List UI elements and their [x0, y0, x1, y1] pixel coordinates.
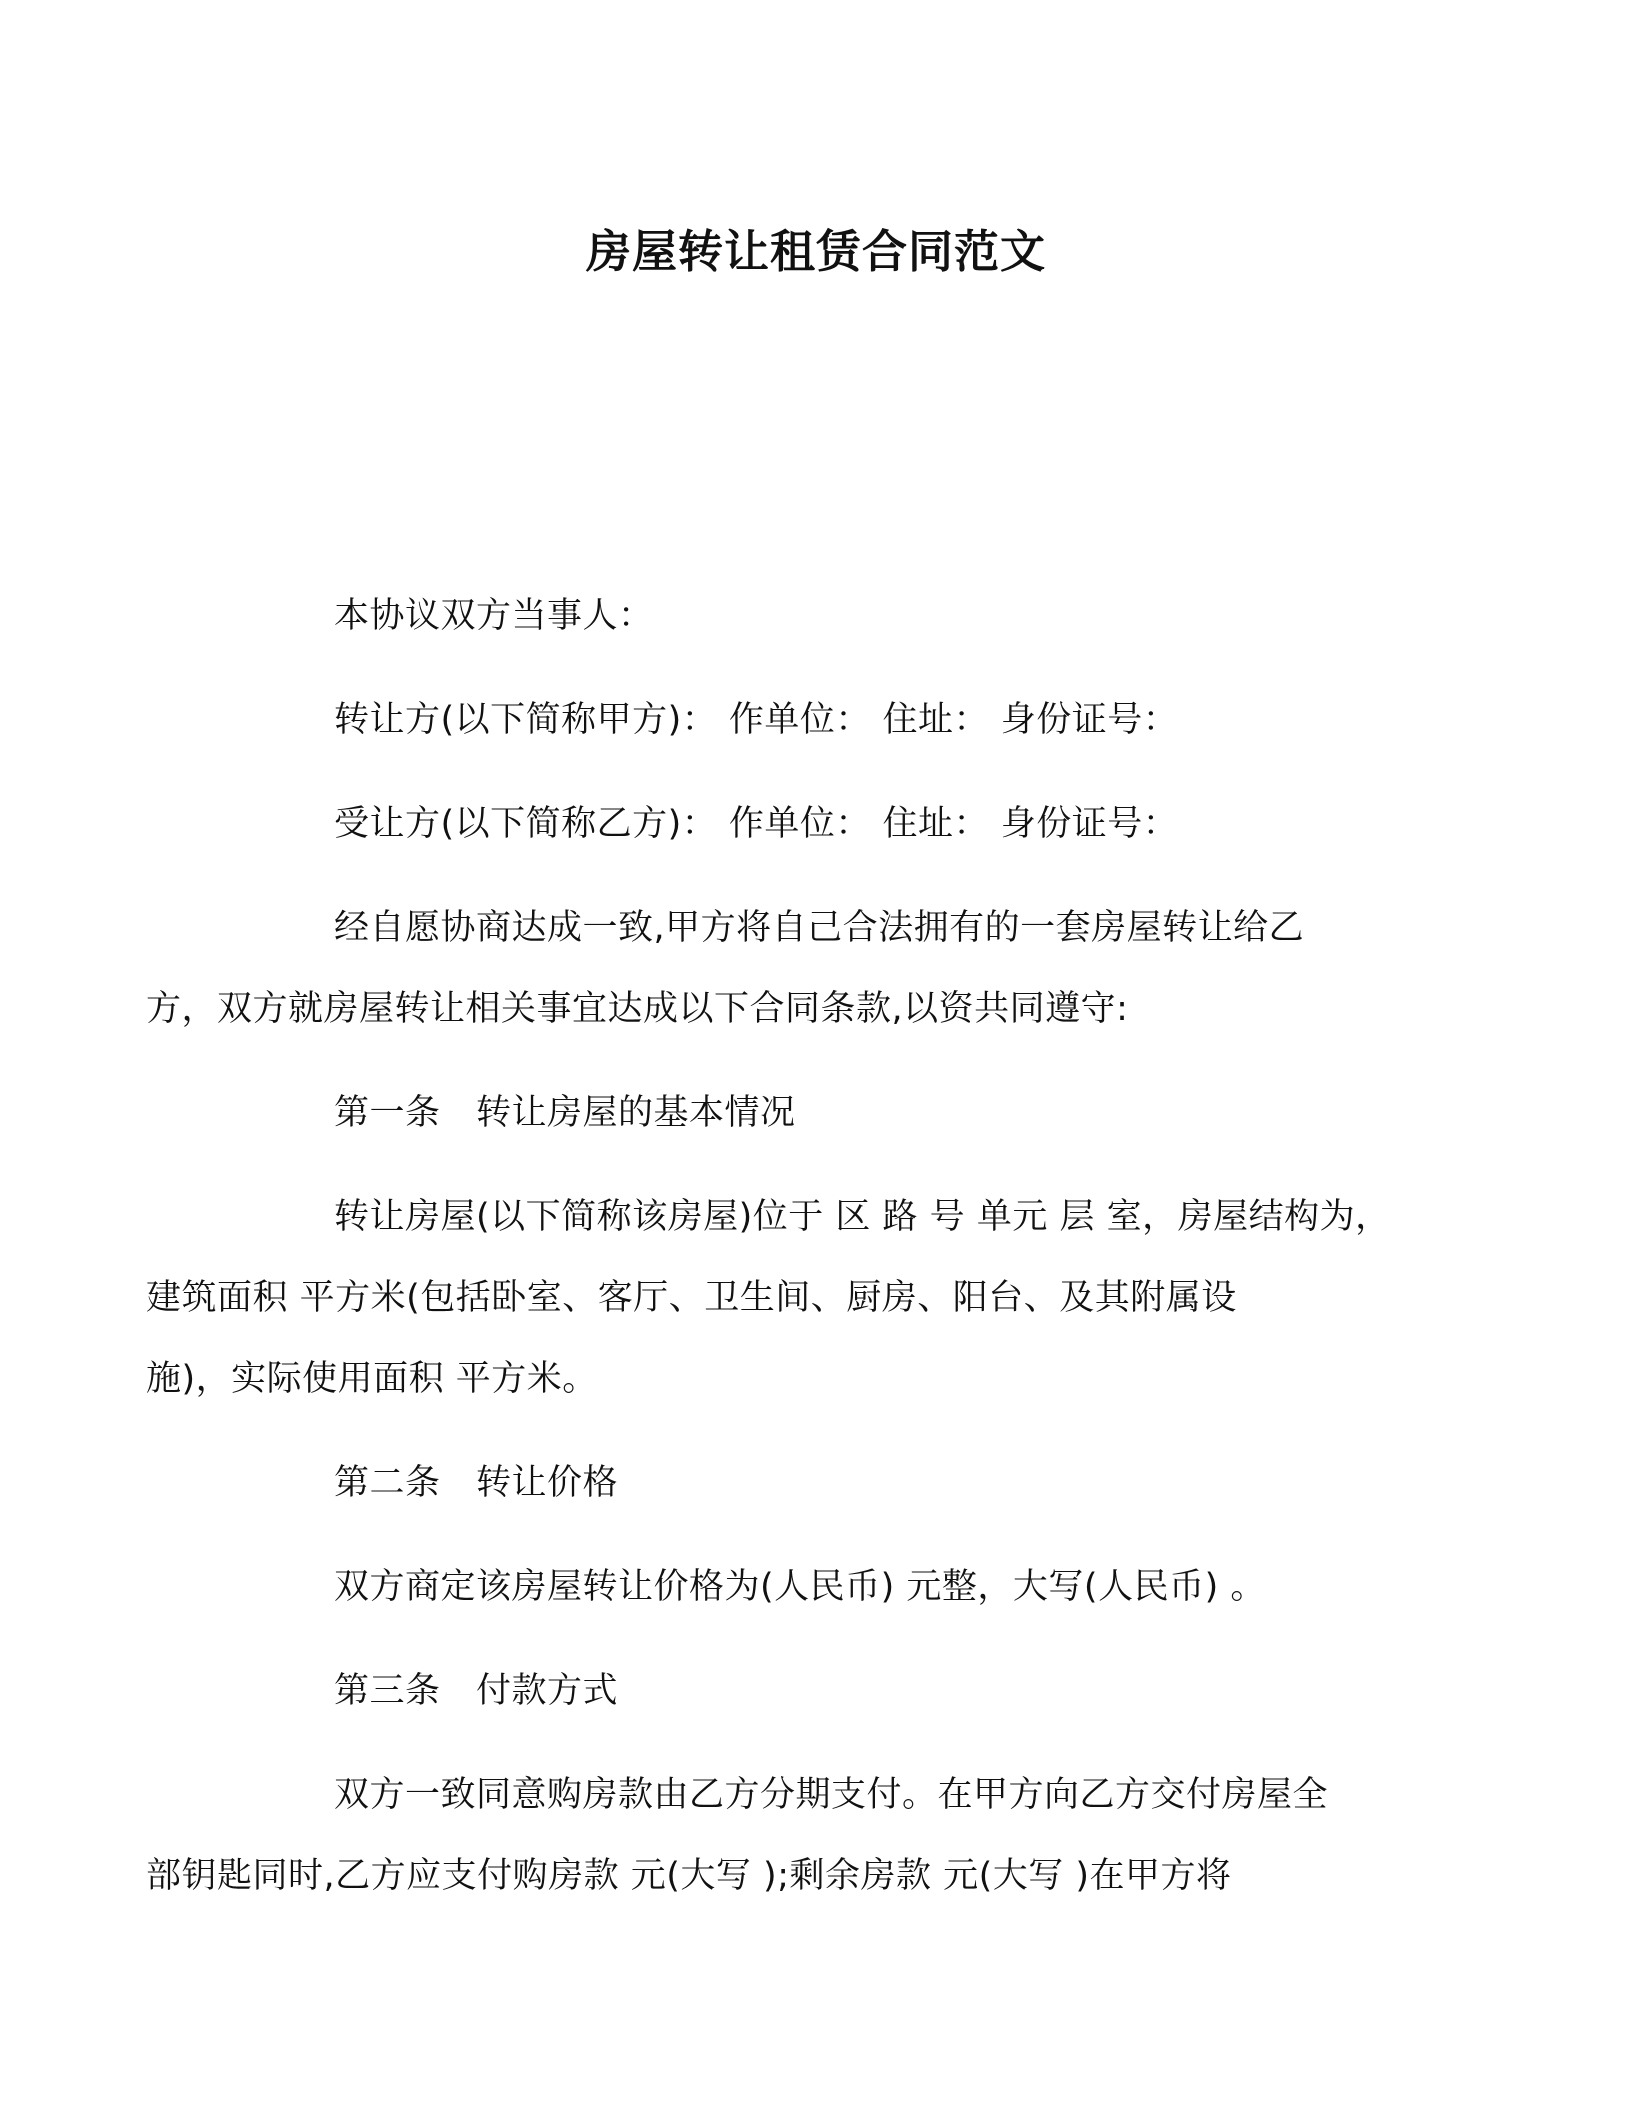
paragraph-price [240, 1564, 1430, 1610]
text-line: 施)，实际使用面积 平方米。 [146, 1359, 598, 1399]
text-line: 本协议双方当事人： [334, 596, 654, 636]
paragraph-transferor [240, 697, 1430, 743]
text-line: 经自愿协商达成一致,甲方将自己合法拥有的一套房屋转让给乙 [334, 908, 1305, 948]
text-line: 第一条 转让房屋的基本情况 [334, 1093, 796, 1133]
text-line: 第二条 转让价格 [334, 1463, 619, 1503]
paragraph-agreement [146, 905, 1430, 1032]
document-title: 房屋转让租赁合同范文 [585, 225, 1046, 278]
text-line: 转让方(以下简称甲方)： 作单位： 住址： 身份证号： [334, 700, 1179, 740]
text-line: 第三条 付款方式 [334, 1671, 619, 1711]
text-line: 受让方(以下简称乙方)： 作单位： 住址： 身份证号： [334, 804, 1179, 844]
text-line: 双方商定该房屋转让价格为(人民币) 元整，大写(人民币) 。 [334, 1567, 1266, 1607]
paragraph-parties-intro [240, 593, 1430, 639]
paragraph-transferee [240, 801, 1430, 847]
text-line: 转让房屋(以下简称该房屋)位于 区 路 号 单元 层 室，房屋结构为， [334, 1197, 1391, 1237]
article-1-heading [240, 1090, 1430, 1136]
article-2-heading [240, 1460, 1430, 1506]
text-line: 部钥匙同时,乙方应支付购房款 元(大写 );剩余房款 元(大写 )在甲方将 [146, 1856, 1232, 1896]
text-line: 建筑面积 平方米(包括卧室、客厅、卫生间、厨房、阳台、及其附属设 [146, 1278, 1237, 1318]
article-3-heading [240, 1668, 1430, 1714]
document-body [146, 593, 1430, 1957]
text-line: 双方一致同意购房款由乙方分期支付。在甲方向乙方交付房屋全 [334, 1775, 1329, 1815]
paragraph-property-details [146, 1194, 1430, 1402]
paragraph-payment [146, 1772, 1430, 1899]
text-line: 方，双方就房屋转让相关事宜达成以下合同条款,以资共同遵守: [146, 989, 1129, 1029]
